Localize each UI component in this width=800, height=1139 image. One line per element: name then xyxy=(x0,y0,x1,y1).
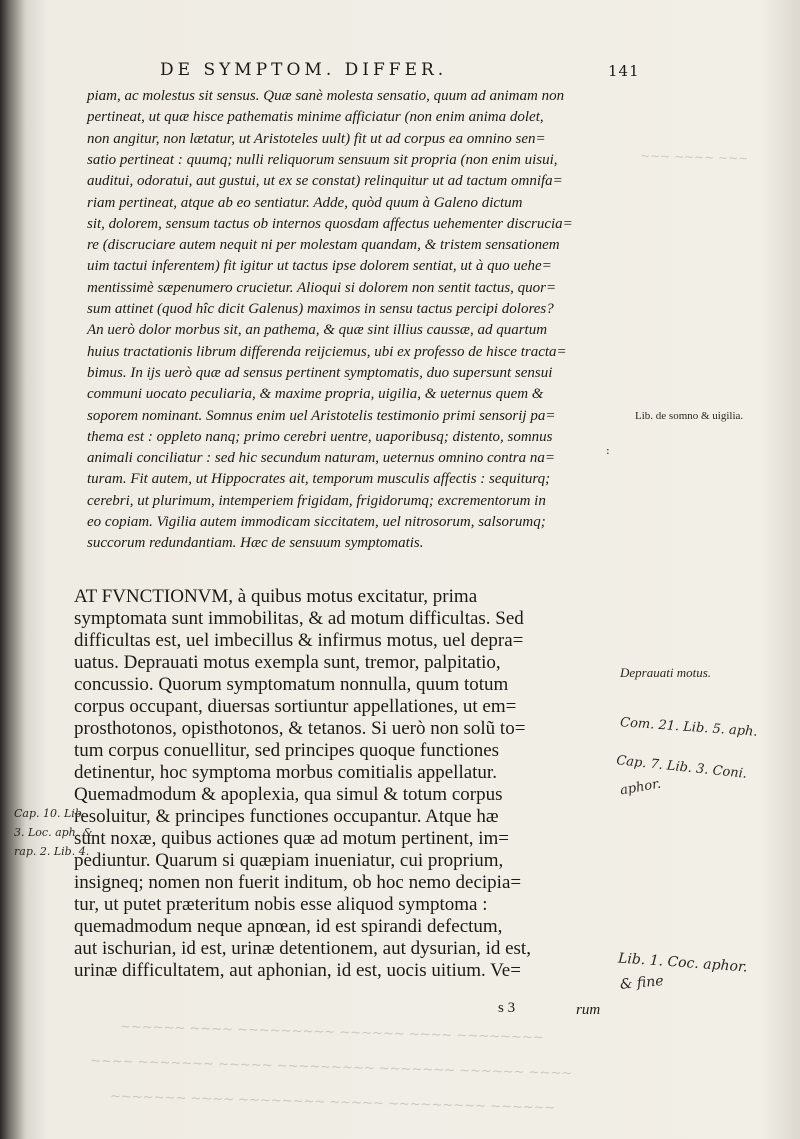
text-line: sunt noxæ, quibus actiones quæ ad motum pertinent, im= xyxy=(74,828,510,849)
bleed-through-scribble: ~~~~~~~ ~~~~ ~~~~~~~~ ~~~~~ ~~~~~~~~~ ~~~~~~ xyxy=(109,1089,556,1116)
text-line: soporem nominant. Somnus enim uel Aristotelis testimonio primi sensorij pa= xyxy=(87,407,556,424)
handwritten-note-left: Cap. 10. Lib. 3. Loc. aph. & rap. 2. Lib. 4. xyxy=(14,807,93,858)
text-line: turam. Fit autem, ut Hippocrates ait, temporum musculis affectis : sequiturq; xyxy=(87,471,551,488)
handwritten-note: aphor. xyxy=(619,776,663,799)
text-line: aut ischurian, id est, urinæ detentionem, aut dysurian, id est, xyxy=(74,938,531,959)
bleed-through-scribble: ~~~ ~~~~ ~~~ xyxy=(639,148,749,166)
text-line: auditui, odoratui, aut gustui, ut ex se constat) relinquitur ut ad tactum omnifa= xyxy=(87,173,563,190)
text-line: re (discruciare autem nequit ni per molestam quandam, & tristem sensationem xyxy=(87,237,560,254)
page-header xyxy=(160,60,640,84)
marginal-note-somno: Lib. de somno & uigilia. xyxy=(635,410,744,422)
text-line: riam pertineat, atque ab eo sentiatur. Adde, quòd quum à Galeno dictum xyxy=(87,194,523,211)
text-line: huius tractationis librum differenda reijciemus, ubi ex professo de hisce tracta= xyxy=(87,343,567,360)
text-line: uim tactui inferentem) fit igitur ut tactus ipse dolorem sentiat, ut à quo uehe= xyxy=(87,258,552,275)
text-line: communi uocato peculiaria, & maxime propria, uigilia, & ueternus quem & xyxy=(87,386,544,403)
text-line: sit, dolorem, sensum tactus ob internos quosdam affectus uehementer discrucia= xyxy=(87,215,573,232)
text-line: bimus. In ijs uerò quæ ad sensus pertinent symptomatis, duo supersunt sensui xyxy=(87,364,553,381)
text-line: Quemadmodum & apoplexia, qua simul & totum corpus xyxy=(74,784,503,805)
text-line: sum attinet (quod hîc dicit Galenus) maximos in sensu tactus percipi dolores? xyxy=(87,301,554,317)
text-line: quemadmodum neque apnœan, id est spirandi defectum, xyxy=(74,916,503,937)
text-line: mentissimè sæpenumero crucietur. Alioqui si dolorem non sentit tactus, quor= xyxy=(87,279,557,296)
text-line: urinæ difficultatem, aut aphonian, id est, uocis uitium. Ve= xyxy=(74,960,521,981)
text-line: resoluitur, & principes functiones occupantur. Atque hæ xyxy=(74,806,499,827)
text-line: eo copiam. Vigilia autem immodicam siccitatem, uel nitrosorum, salsorumq; xyxy=(87,514,546,530)
text-line: thema est : oppleto nanq; primo cerebri uentre, uaporibusq; distento, somnus xyxy=(87,428,553,445)
text-line: AT FVNCTIONVM, à quibus motus excitatur, prima xyxy=(74,586,478,607)
text-line: animali conciliatur : sed hic secundum naturam, ueternus omnino contra na= xyxy=(87,450,555,467)
handwritten-note: Lib. 1. Coc. aphor. xyxy=(617,950,749,976)
text-line: satio pertineat : quumq; nulli reliquorum sensuum sit propria (non enim uisui, xyxy=(87,151,558,168)
text-line: uatus. Deprauati motus exempla sunt, tremor, palpitatio, xyxy=(74,652,501,673)
running-head: DE SYMPTOM. DIFFER. xyxy=(160,60,448,80)
handwritten-note: Com. 21. Lib. 5. aph. xyxy=(619,715,759,740)
text-line: concussio. Quorum symptomatum nonnulla, quum totum xyxy=(74,674,509,695)
text-line: detinentur, hoc symptoma morbus comitialis appellatur. xyxy=(74,762,497,783)
page-number: 141 xyxy=(608,62,640,80)
text-line: piam, ac molestus sit sensus. Quæ sanè molesta sensatio, quum ad animam non xyxy=(87,88,565,104)
handwritten-note: & fine xyxy=(619,973,665,993)
handwritten-note: Cap. 7. Lib. 3. Coni. xyxy=(615,753,748,782)
text-line: cerebri, ut plurimum, intemperiem frigidam, frigidorumq; excrementorum in xyxy=(87,492,546,509)
text-line: succorum redundantiam. Hæc de sensuum symptomatis. xyxy=(87,535,424,552)
text-line: An uerò dolor morbus sit, an pathema, & quæ sint illius caussæ, ad quartum xyxy=(87,322,548,339)
bleed-through-scribble: ~~~~ ~~~~~~~ ~~~~~ ~~~~~~~~~ ~~~~~~~ ~~~~~~ ~~~~ xyxy=(89,1053,573,1082)
text-line: pertineat, ut quæ hisce pathematis minime afficiatur (non enim anima dolet, xyxy=(87,109,544,126)
marginal-mark: : xyxy=(606,444,610,457)
text-line: pediuntur. Quarum si quæpiam inueniatur, cui proprium, xyxy=(74,850,504,871)
text-line: symptomata sunt immobilitas, & ad motum difficultas. Sed xyxy=(74,608,524,629)
text-line: corpus occupant, diuersas sortiuntur appellationes, ut em= xyxy=(74,696,517,717)
text-line: non angitur, non lætatur, ut Aristoteles uult) fit ut ad corpus ea omnino sen= xyxy=(87,130,546,147)
text-line: tum corpus conuellitur, sed principes quoque functiones xyxy=(74,740,500,761)
text-line: insigneq; nomen non fuerit inditum, ob hoc nemo decipia= xyxy=(74,872,522,893)
marginal-note-deprauati: Deprauati motus. xyxy=(620,665,711,680)
text-line: difficultas est, uel imbecillus & infirmus motus, uel depra= xyxy=(74,630,524,651)
text-line: tur, ut putet præteritum nobis esse aliquod symptoma : xyxy=(74,894,488,915)
text-line: prosthotonos, opisthotonos, & tetanos. Si uerò non solũ to= xyxy=(74,718,526,739)
bleed-through-scribble: ~~~~~~ ~~~~ ~~~~~~~~~ ~~~~~~ ~~~~ ~~~~~~~~ xyxy=(119,1019,544,1046)
signature-mark: s 3 xyxy=(498,1000,516,1016)
catchword: rum xyxy=(576,1002,601,1018)
